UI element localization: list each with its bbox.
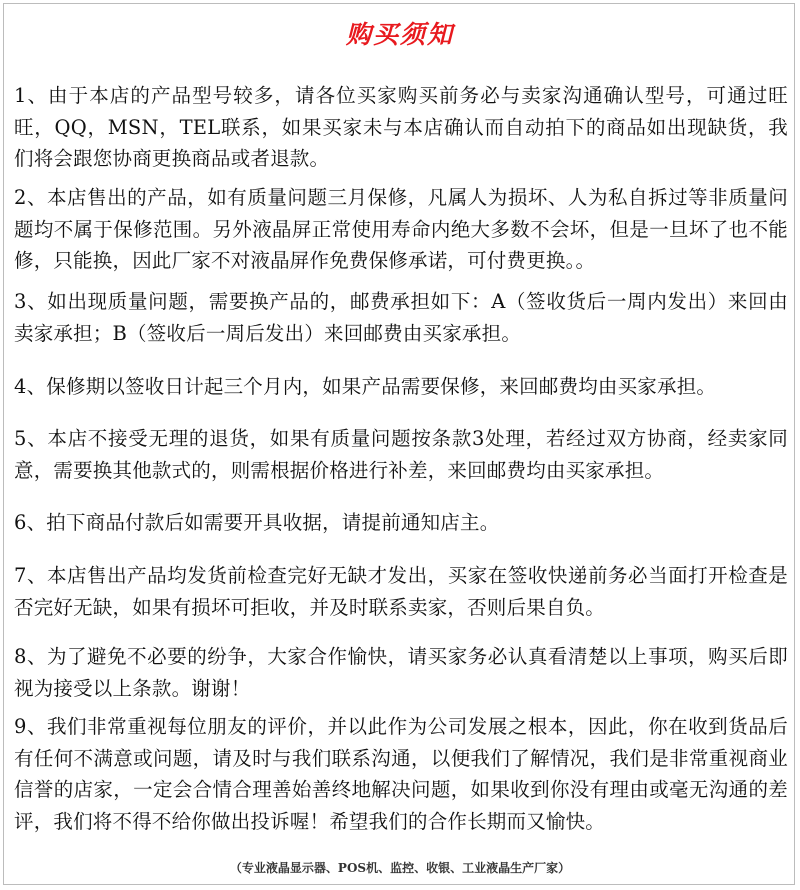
notice-item-9: 9、我们非常重视每位朋友的评价，并以此作为公司发展之根本，因此，你在收到货品后有任何不满意或问题，请及时与我们联系沟通，以便我们了解情况，我们是非常重视商业信誉的店家，一定会合情合理善始善终地解决问题，如果收到你没有理由或毫无沟通的差评，我们将不得不给你做出投诉喔！希望我们的合作长期而又愉快。 bbox=[14, 715, 788, 833]
notice-item-7: 7、本店售出产品均发货前检查完好无缺才发出，买家在签收快递前务必当面打开检查是否完好无缺，如果有损坏可拒收，并及时联系卖家，否则后果自负。 bbox=[14, 564, 788, 619]
footer-tagline: （专业液晶显示器、POS机、监控、收银、工业液晶生产厂家） bbox=[229, 861, 571, 875]
notice-item-5: 5、本店不接受无理的退货，如果有质量问题按条款3处理，若经过双方协商，经卖家同意，需要换其他款式的，则需根据价格进行补差，来回邮费均由买家承担。 bbox=[14, 427, 788, 482]
notice-item-2: 2、本店售出的产品，如有质量问题三月保修，凡属人为损坏、人为私自拆过等非质量问题均不属于保修范围。另外液晶屏正常使用寿命内绝大多数不会坏，但是一旦坏了也不能修，只能换，因此厂家不对液晶屏作免费保修承诺，可付费更换。。 bbox=[14, 186, 788, 272]
notice-item-4: 4、保修期以签收日计起三个月内，如果产品需要保修，来回邮费均由买家承担。 bbox=[14, 375, 717, 398]
notice-item-1: 1、由于本店的产品型号较多，请各位买家购买前务必与卖家沟通确认型号，可通过旺旺，QQ，MSN，TEL联系，如果买家未与本店确认而自动拍下的商品如出现缺货，我们将会跟您协商更换商品或者退款。 bbox=[14, 84, 788, 170]
page-title: 购买须知 bbox=[345, 20, 454, 49]
notice-item-6: 6、拍下商品付款后如需要开具收据，请提前通知店主。 bbox=[14, 511, 500, 534]
notice-item-3: 3、如出现质量问题，需要换产品的，邮费承担如下：A（签收货后一周内发出）来回由卖家承担；B（签收后一周后发出）来回邮费由买家承担。 bbox=[14, 290, 788, 345]
notice-item-8: 8、为了避免不必要的纷争，大家合作愉快，请买家务必认真看清楚以上事项，购买后即视为接受以上条款。谢谢！ bbox=[14, 645, 788, 700]
